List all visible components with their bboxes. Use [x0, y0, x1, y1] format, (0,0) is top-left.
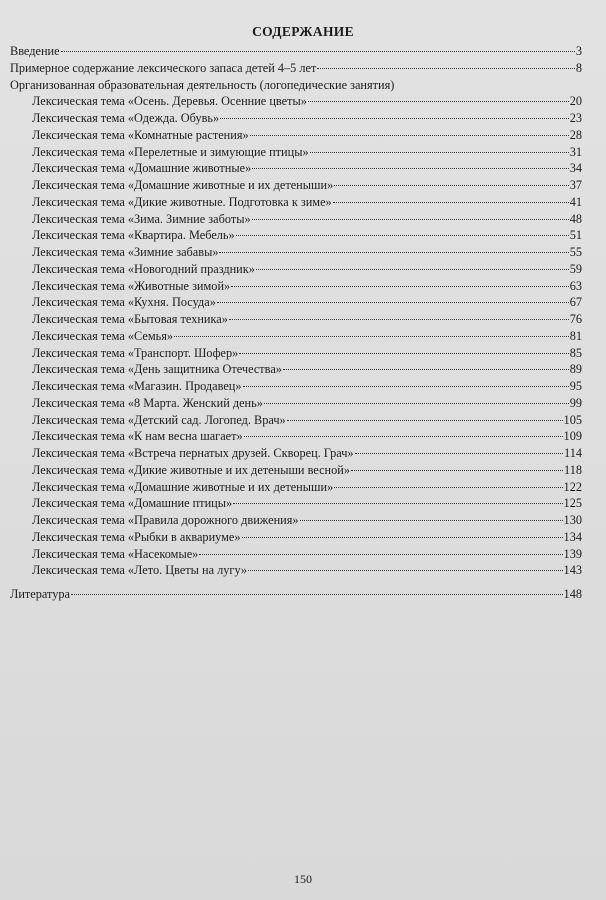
toc-entry	[10, 160, 582, 177]
toc-entry	[10, 345, 582, 362]
toc-entry-page: 139	[563, 546, 582, 561]
toc-entry-label: Примерное содержание лексического запаса детей 4–5 лет	[10, 60, 317, 75]
toc-entry-page: 23	[569, 111, 582, 125]
dot-leader	[250, 134, 569, 136]
dot-leader	[242, 536, 563, 538]
toc-entry-page: 41	[569, 194, 582, 209]
toc-entry-page: 59	[569, 261, 582, 276]
toc-entry	[10, 127, 582, 144]
toc-entry-label: Лексическая тема «Новогодний праздник»	[32, 261, 255, 276]
toc-entry-page: 130	[563, 513, 582, 527]
toc-entry-page: 51	[569, 228, 582, 243]
toc-entry-page: 118	[564, 462, 582, 477]
toc-entry-page: 109	[563, 429, 582, 444]
toc-entry	[10, 361, 582, 378]
dot-leader	[283, 368, 569, 370]
toc-entry-page: 3	[575, 44, 582, 58]
dot-leader	[236, 234, 569, 236]
dot-leader	[252, 218, 569, 220]
toc-entry-page: 76	[569, 312, 582, 326]
dot-leader	[61, 50, 575, 52]
toc-entry-page: 89	[569, 362, 582, 377]
dot-leader	[310, 151, 569, 153]
toc-entry-label: Лексическая тема «Правила дорожного движения»	[32, 513, 299, 527]
toc-entry-label: Лексическая тема «Лето. Цветы на лугу»	[32, 563, 248, 578]
toc-entry-page: 134	[563, 529, 582, 544]
toc-entry-page: 20	[569, 94, 582, 109]
dot-leader	[220, 117, 569, 119]
toc-entry-label: Организованная образовательная деятельность (логопедические занятия)	[10, 77, 395, 92]
toc-entry-label: Лексическая тема «Домашние животные»	[32, 161, 252, 176]
toc-entry-label: Лексическая тема «Встреча пернатых друзей. Скворец. Грач»	[32, 446, 354, 460]
toc-entry-page: 48	[569, 211, 582, 226]
toc-entry-label: Лексическая тема «8 Марта. Женский день»	[32, 395, 263, 410]
toc-entry-page: 34	[569, 161, 582, 176]
toc-entry	[10, 378, 582, 395]
toc-entry-label: Лексическая тема «Перелетные и зимующие птицы»	[32, 144, 309, 159]
toc-entry	[10, 428, 582, 445]
dot-leader	[239, 352, 568, 354]
toc-entry-page: 81	[569, 328, 582, 343]
dot-leader	[334, 184, 568, 186]
dot-leader	[334, 486, 562, 488]
toc-entry-label: Лексическая тема «Осень. Деревья. Осенние цветы»	[32, 94, 307, 109]
toc-entry-label: Лексическая тема «Кухня. Посуда»	[32, 295, 216, 310]
toc-entry-label: Литература	[10, 587, 71, 601]
toc-entry	[10, 43, 582, 60]
toc-entry	[10, 512, 582, 529]
toc-entry-label: Лексическая тема «Домашние животные и их детеныши»	[32, 479, 334, 494]
toc-entry-label: Введение	[10, 44, 60, 58]
toc-entry	[10, 77, 582, 94]
toc-entry-page: 105	[563, 412, 582, 427]
toc-entry	[10, 412, 582, 429]
dot-leader	[244, 435, 563, 437]
toc-entry-page: 114	[564, 446, 582, 460]
toc-entry	[10, 546, 582, 563]
toc-entry-page: 99	[569, 395, 582, 410]
toc-entry-label: Лексическая тема «Зима. Зимние заботы»	[32, 211, 251, 226]
toc-entry-page: 8	[575, 60, 582, 75]
toc-entry	[10, 395, 582, 412]
toc-entry-label: Лексическая тема «Детский сад. Логопед. Врач»	[32, 412, 286, 427]
toc-entry-page: 95	[569, 379, 582, 393]
toc-entry-label: Лексическая тема «Семья»	[32, 328, 174, 343]
toc-entry-label: Лексическая тема «Комнатные растения»	[32, 127, 249, 142]
toc-entry-label: Лексическая тема «Домашние птицы»	[32, 496, 233, 511]
toc-entry-page: 148	[563, 587, 582, 601]
toc-entry-page: 37	[569, 178, 582, 192]
toc-entry	[10, 93, 582, 110]
toc-entry-label: Лексическая тема «Насекомые»	[32, 546, 199, 561]
dot-leader	[355, 452, 563, 454]
toc-entry-page: 67	[569, 295, 582, 310]
dot-leader	[217, 301, 569, 303]
toc-entry-label: Лексическая тема «Рыбки в аквариуме»	[32, 529, 241, 544]
dot-leader	[300, 519, 563, 521]
toc-entry	[10, 462, 582, 479]
dot-leader	[252, 167, 568, 169]
toc-entry	[10, 529, 582, 546]
toc-entry-label: Лексическая тема «Дикие животные. Подготовка к зиме»	[32, 194, 332, 209]
toc-entry	[10, 244, 582, 261]
table-of-contents	[10, 43, 582, 603]
toc-entry	[10, 60, 582, 77]
dot-leader	[199, 553, 562, 555]
toc-entry-page: 55	[569, 245, 582, 259]
toc-entry	[10, 328, 582, 345]
dot-leader	[219, 251, 568, 253]
toc-entry-label: Лексическая тема «Дикие животные и их детеныши весной»	[32, 462, 350, 477]
toc-entry-page: 125	[563, 496, 582, 511]
dot-leader	[174, 335, 569, 337]
dot-leader	[287, 419, 563, 421]
toc-entry	[10, 278, 582, 295]
dot-leader	[248, 569, 562, 571]
toc-entry	[10, 110, 582, 127]
dot-leader	[233, 502, 562, 504]
toc-entry-page: 63	[569, 278, 582, 293]
toc-entry-label: Лексическая тема «Квартира. Мебель»	[32, 228, 235, 243]
toc-entry	[10, 294, 582, 311]
dot-leader	[71, 593, 563, 595]
toc-entry-label: Лексическая тема «Домашние животные и их детеныши»	[32, 178, 334, 192]
toc-entry	[10, 479, 582, 496]
toc-entry-page: 31	[569, 144, 582, 159]
toc-entry-page: 143	[563, 563, 582, 578]
dot-leader	[264, 402, 569, 404]
toc-entry-label: Лексическая тема «Магазин. Продавец»	[32, 379, 242, 393]
dot-leader	[308, 100, 569, 102]
dot-leader	[229, 318, 569, 320]
toc-entry-label: Лексическая тема «Зимние забавы»	[32, 245, 219, 259]
toc-entry	[10, 445, 582, 462]
toc-entry	[10, 562, 582, 579]
toc-entry	[10, 227, 582, 244]
toc-entry-page: 85	[569, 345, 582, 360]
dot-leader	[333, 201, 569, 203]
toc-entry	[10, 194, 582, 211]
dot-leader	[317, 67, 574, 69]
toc-entry	[10, 311, 582, 328]
toc-entry-page: 122	[563, 479, 582, 494]
toc-entry-label: Лексическая тема «День защитника Отечества»	[32, 362, 282, 377]
page-number: 150	[294, 872, 312, 886]
toc-entry	[10, 495, 582, 512]
toc-entry-label: Лексическая тема «Животные зимой»	[32, 278, 231, 293]
toc-entry-page: 28	[569, 127, 582, 142]
toc-entry	[10, 261, 582, 278]
page-title: СОДЕРЖАНИЕ	[252, 24, 354, 39]
dot-leader	[351, 469, 563, 471]
toc-entry	[10, 211, 582, 228]
toc-entry	[10, 586, 582, 603]
toc-entry	[10, 144, 582, 161]
toc-entry-label: Лексическая тема «Одежда. Обувь»	[32, 111, 220, 125]
dot-leader	[256, 268, 569, 270]
toc-entry-label: Лексическая тема «К нам весна шагает»	[32, 429, 243, 444]
dot-leader	[243, 385, 569, 387]
toc-entry	[10, 177, 582, 194]
toc-entry-label: Лексическая тема «Транспорт. Шофер»	[32, 345, 239, 360]
dot-leader	[231, 285, 569, 287]
toc-entry-label: Лексическая тема «Бытовая техника»	[32, 312, 228, 326]
